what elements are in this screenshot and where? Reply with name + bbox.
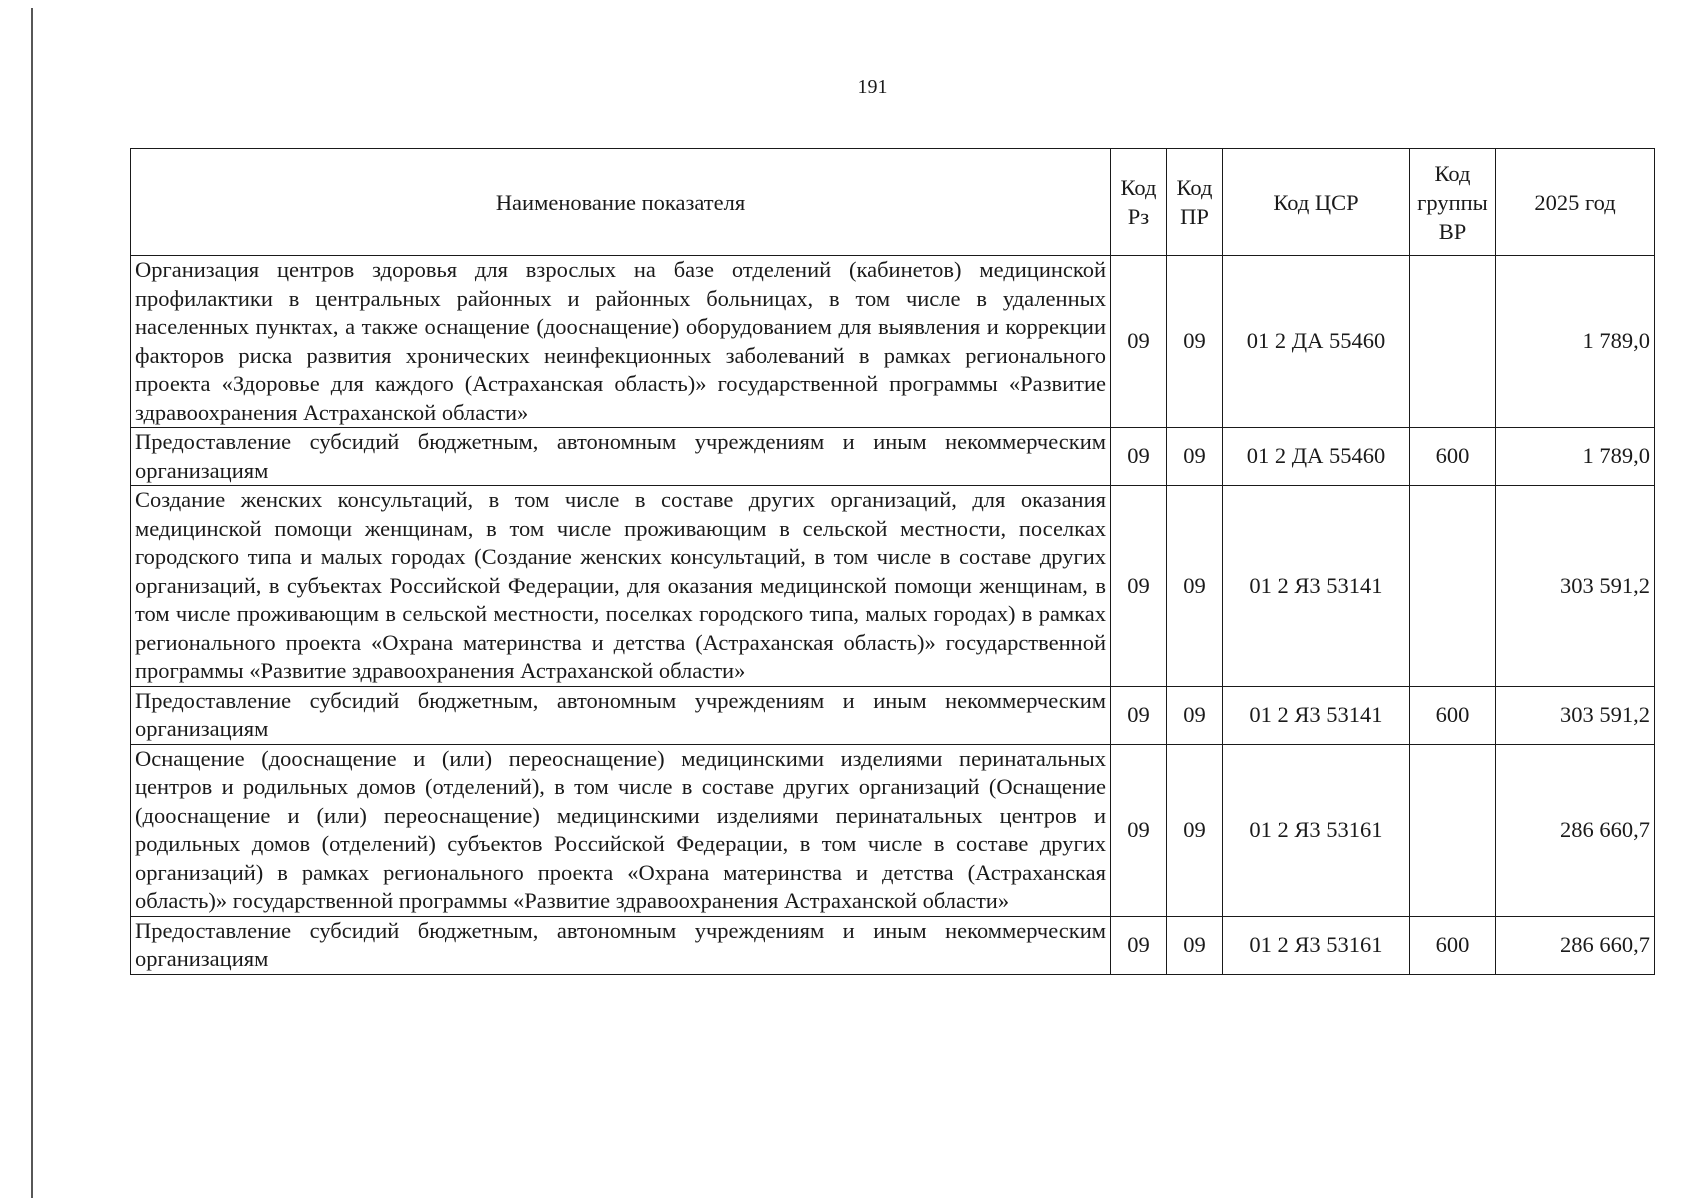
row-code-vr (1410, 256, 1496, 428)
row-code-csr: 01 2 ДА 55460 (1223, 428, 1410, 486)
header-code-csr: Код ЦСР (1223, 149, 1410, 256)
row-code-vr: 600 (1410, 686, 1496, 744)
row-amount: 1 789,0 (1496, 256, 1655, 428)
row-code-csr: 01 2 Я3 53141 (1223, 686, 1410, 744)
row-code-rz: 09 (1111, 256, 1167, 428)
row-name: Создание женских консультаций, в том числе в составе других организаций, для оказания медицинской помощи женщинам, в том числе проживающим в сельской местности, поселках городского типа и малых городах (Создание женских консультаций, в том числе в составе других организаций, в субъектах Российской Федерации, для оказания медицинской помощи женщинам, в том числе проживающим в сельской местности, поселках городского типа, малых городах) в рамках регионального проекта «Охрана материнства и детства (Астраханская область)» государственной программы «Развитие здравоохранения Астраханской области» (131, 486, 1111, 687)
row-code-csr: 01 2 Я3 53161 (1223, 744, 1410, 916)
row-name: Организация центров здоровья для взрослых на базе отделений (кабинетов) медицинской профилактики в центральных районных и районных больницах, в том числе в удаленных населенных пунктах, а также оснащение (дооснащение) оборудованием для выявления и коррекции факторов риска развития хронических неинфекционных заболеваний в рамках регионального проекта «Здоровье для каждого (Астраханская область)» государственной программы «Развитие здравоохранения Астраханской области» (131, 256, 1111, 428)
row-name: Оснащение (дооснащение и (или) переоснащение) медицинскими изделиями перинатальных центров и родильных домов (отделений), в том числе в составе других организаций (Оснащение (дооснащение и (или) переоснащение) медицинскими изделиями перинатальных центров и родильных домов (отделений) субъектов Российской Федерации, в том числе в составе других организаций) в рамках регионального проекта «Охрана материнства и детства (Астраханская область)» государственной программы «Развитие здравоохранения Астраханской области» (131, 744, 1111, 916)
budget-table (130, 148, 1655, 975)
header-code-rz: Код Рз (1111, 149, 1167, 256)
row-name: Предоставление субсидий бюджетным, автономным учреждениям и иным некоммерческим организациям (131, 428, 1111, 486)
row-code-vr: 600 (1410, 428, 1496, 486)
row-code-rz: 09 (1111, 428, 1167, 486)
table-row (131, 428, 1655, 486)
table-row (131, 916, 1655, 974)
page-number: 191 (857, 76, 888, 98)
row-code-pr: 09 (1167, 686, 1223, 744)
row-amount: 303 591,2 (1496, 686, 1655, 744)
row-code-pr: 09 (1167, 486, 1223, 687)
table-row (131, 744, 1655, 916)
header-year: 2025 год (1496, 149, 1655, 256)
header-name: Наименование показателя (131, 149, 1111, 256)
header-code-pr: Код ПР (1167, 149, 1223, 256)
table-row (131, 486, 1655, 687)
row-code-vr (1410, 744, 1496, 916)
row-code-pr: 09 (1167, 256, 1223, 428)
row-code-vr: 600 (1410, 916, 1496, 974)
row-code-rz: 09 (1111, 744, 1167, 916)
row-code-csr: 01 2 ДА 55460 (1223, 256, 1410, 428)
header-code-vr: Код группы ВР (1410, 149, 1496, 256)
row-name: Предоставление субсидий бюджетным, автономным учреждениям и иным некоммерческим организациям (131, 686, 1111, 744)
table-row (131, 686, 1655, 744)
row-code-csr: 01 2 Я3 53161 (1223, 916, 1410, 974)
row-amount: 286 660,7 (1496, 744, 1655, 916)
row-code-rz: 09 (1111, 916, 1167, 974)
table-row (131, 256, 1655, 428)
row-code-pr: 09 (1167, 428, 1223, 486)
row-amount: 1 789,0 (1496, 428, 1655, 486)
row-name: Предоставление субсидий бюджетным, автономным учреждениям и иным некоммерческим организациям (131, 916, 1111, 974)
row-code-rz: 09 (1111, 486, 1167, 687)
row-code-vr (1410, 486, 1496, 687)
row-amount: 303 591,2 (1496, 486, 1655, 687)
table-header-row (131, 149, 1655, 256)
row-code-pr: 09 (1167, 916, 1223, 974)
scan-edge-line (31, 8, 33, 1198)
row-code-pr: 09 (1167, 744, 1223, 916)
row-code-csr: 01 2 Я3 53141 (1223, 486, 1410, 687)
row-amount: 286 660,7 (1496, 916, 1655, 974)
row-code-rz: 09 (1111, 686, 1167, 744)
